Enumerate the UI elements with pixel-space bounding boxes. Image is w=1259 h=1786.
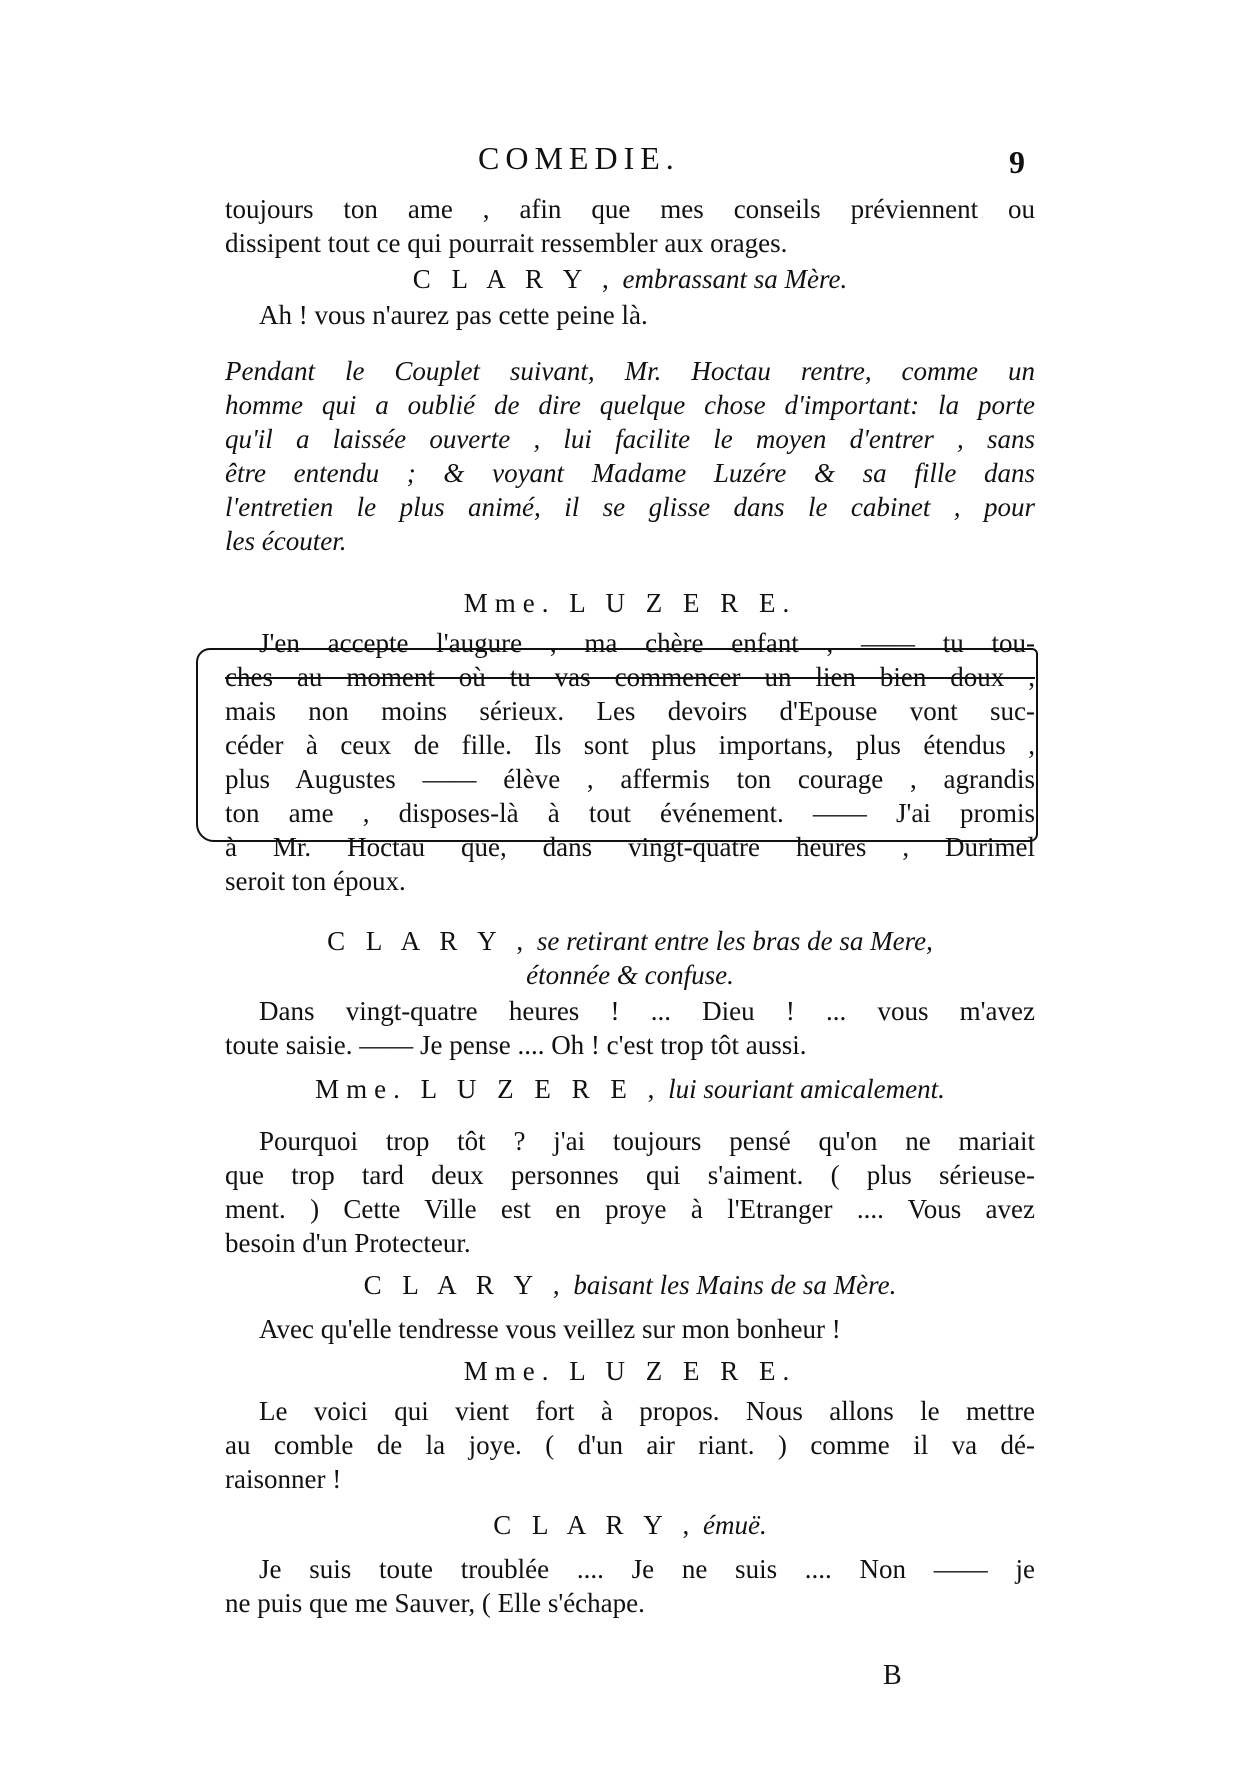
text-line: céder à ceux de fille. Ils sont plus importans, plus étendus , (225, 730, 1035, 760)
text-line: dissipent tout ce qui pourrait ressembler aux orages. (225, 228, 788, 258)
text-line: mais non moins sérieux. Les devoirs d'Epouse vont suc- (225, 696, 1035, 726)
text-line: J'en accepte l'augure , ma chère enfant , —— tu tou- (259, 628, 1035, 658)
stage-direction: émuë. (703, 1510, 767, 1540)
speaker-name: Mme. L U Z E R E. (463, 588, 797, 618)
text-line: les écouter. (225, 526, 347, 556)
text-line: à Mr. Hoctau que, dans vingt-quatre heures , Durimel (225, 832, 1035, 862)
stage-direction: étonnée & confuse. (526, 960, 734, 990)
text-line: Pendant le Couplet suivant, Mr. Hoctau rentre, comme un (225, 356, 1035, 386)
speaker-name: C L A R Y , (412, 264, 616, 294)
page-number: 9 (1009, 144, 1025, 180)
dialogue-paragraph (225, 1394, 1035, 1496)
text-line: raisonner ! (225, 1464, 342, 1494)
page-header (225, 140, 1025, 188)
dialogue-paragraph (225, 298, 1035, 332)
dialogue-paragraph (225, 994, 1035, 1062)
speaker-name: C L A R Y , (493, 1510, 697, 1540)
text-line: Ah ! vous n'aurez pas cette peine là. (259, 300, 648, 330)
speaker-heading (225, 924, 1035, 958)
text-line: qu'il a laissée ouverte , lui facilite le moyen d'entrer , sans (225, 424, 1035, 454)
speaker-heading (225, 1072, 1035, 1106)
text-line: ne puis que me Sauver, ( Elle s'échape. (225, 1588, 645, 1618)
dialogue-paragraph (225, 1552, 1035, 1620)
speaker-name: Mme. L U Z E R E , (315, 1074, 662, 1104)
speaker-name: Mme. L U Z E R E. (463, 1356, 797, 1386)
text-line: Avec qu'elle tendresse vous veillez sur mon bonheur ! (259, 1314, 841, 1344)
text-line: au comble de la joye. ( d'un air riant. ) comme il va dé- (225, 1430, 1035, 1460)
speaker-heading (225, 262, 1035, 296)
speaker-heading (225, 586, 1035, 620)
stage-direction: baisant les Mains de sa Mère. (573, 1270, 897, 1300)
text-line: Je suis toute troublée .... Je ne suis .... Non —— je (259, 1554, 1035, 1584)
text-line: que trop tard deux personnes qui s'aiment. ( plus sérieuse- (225, 1160, 1035, 1190)
stage-direction: embrassant sa Mère. (622, 264, 848, 294)
speaker-heading (225, 1354, 1035, 1388)
signature-mark: B (883, 1660, 902, 1691)
stage-direction-continued (225, 958, 1035, 992)
text-line: homme qui a oublié de dire quelque chose d'important: la porte (225, 390, 1035, 420)
text-line: Pourquoi trop tôt ? j'ai toujours pensé qu'on ne mariait (259, 1126, 1035, 1156)
text-line: toujours ton ame , afin que mes conseils préviennent ou (225, 194, 1035, 224)
speaker-name: C L A R Y , (363, 1270, 567, 1300)
text-line: l'entretien le plus animé, il se glisse dans le cabinet , pour (225, 492, 1035, 522)
stage-direction: se retirant entre les bras de sa Mere, (536, 926, 933, 956)
text-line: Dans vingt-quatre heures ! ... Dieu ! ... vous m'avez (259, 996, 1035, 1026)
stage-direction-paragraph (225, 354, 1035, 558)
text-line: seroit ton époux. (225, 866, 406, 896)
text-line-struck: ches au moment où tu vas commencer un lien bien doux , (225, 662, 1035, 692)
text-line: plus Augustes —— élève , affermis ton courage , agrandis (225, 764, 1035, 794)
text-line: ment. ) Cette Ville est en proye à l'Etranger .... Vous avez (225, 1194, 1035, 1224)
running-title: COMEDIE. (478, 140, 680, 176)
dialogue-paragraph (225, 1312, 1035, 1346)
stage-direction: lui souriant amicalement. (668, 1074, 945, 1104)
speaker-heading (225, 1268, 1035, 1302)
text-line: toute saisie. —— Je pense .... Oh ! c'est trop tôt aussi. (225, 1030, 807, 1060)
speaker-heading (225, 1508, 1035, 1542)
text-line: ton ame , disposes-là à tout événement. —— J'ai promis (225, 798, 1035, 828)
opening-paragraph (225, 192, 1035, 260)
dialogue-paragraph (225, 1124, 1035, 1260)
speaker-name: C L A R Y , (327, 926, 531, 956)
dialogue-paragraph (225, 626, 1035, 898)
text-line: être entendu ; & voyant Madame Luzére & sa fille dans (225, 458, 1035, 488)
text-line: besoin d'un Protecteur. (225, 1228, 471, 1258)
text-line: Le voici qui vient fort à propos. Nous allons le mettre (259, 1396, 1035, 1426)
